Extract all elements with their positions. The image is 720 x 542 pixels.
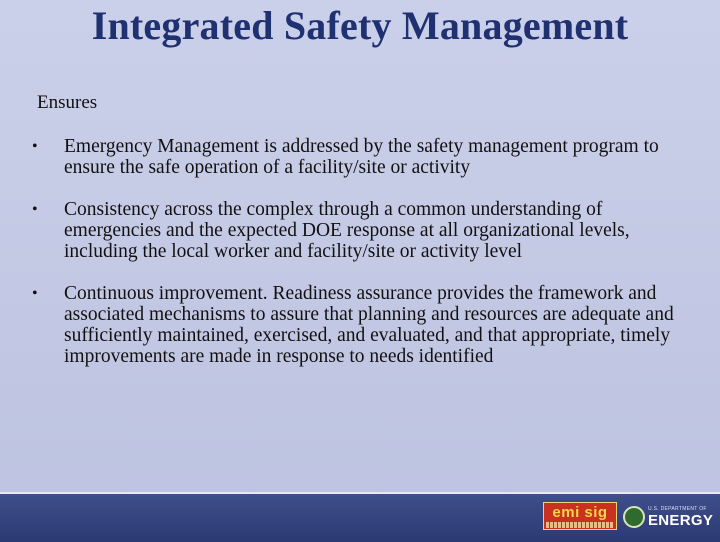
bullet-icon: • xyxy=(32,201,38,218)
emi-logo-text: emi sig xyxy=(552,504,608,521)
bullet-text: Consistency across the complex through a common understanding of emergencies and the expected DOE response at all organizational levels, including the local worker and facility/site or activity level xyxy=(64,199,630,262)
intro-text: Ensures xyxy=(37,92,98,113)
emi-sig-logo xyxy=(543,502,617,530)
bullet-text: Continuous improvement. Readiness assurance provides the framework and associated mechanisms to assure that planning and resources are adequate and sufficiently maintained, exercised, and evaluated, and that appropriate, timely improvements are made in response to needs identified xyxy=(64,283,674,367)
bullet-list xyxy=(30,136,690,388)
bullet-item xyxy=(30,283,690,367)
bullet-icon: • xyxy=(32,285,38,302)
energy-logo-text: ENERGY xyxy=(648,512,714,529)
bullet-item xyxy=(30,136,690,178)
page-title: Integrated Safety Management xyxy=(91,3,629,48)
energy-logo-subtitle: U.S. DEPARTMENT OF xyxy=(648,506,707,512)
energy-logo xyxy=(648,506,714,530)
bullet-item xyxy=(30,199,690,262)
emi-logo-subtext xyxy=(546,522,614,528)
bullet-text: Emergency Management is addressed by the safety management program to ensure the safe operation of a facility/site or activity xyxy=(64,136,659,178)
doe-seal-icon xyxy=(623,506,645,528)
bullet-icon: • xyxy=(32,138,38,155)
